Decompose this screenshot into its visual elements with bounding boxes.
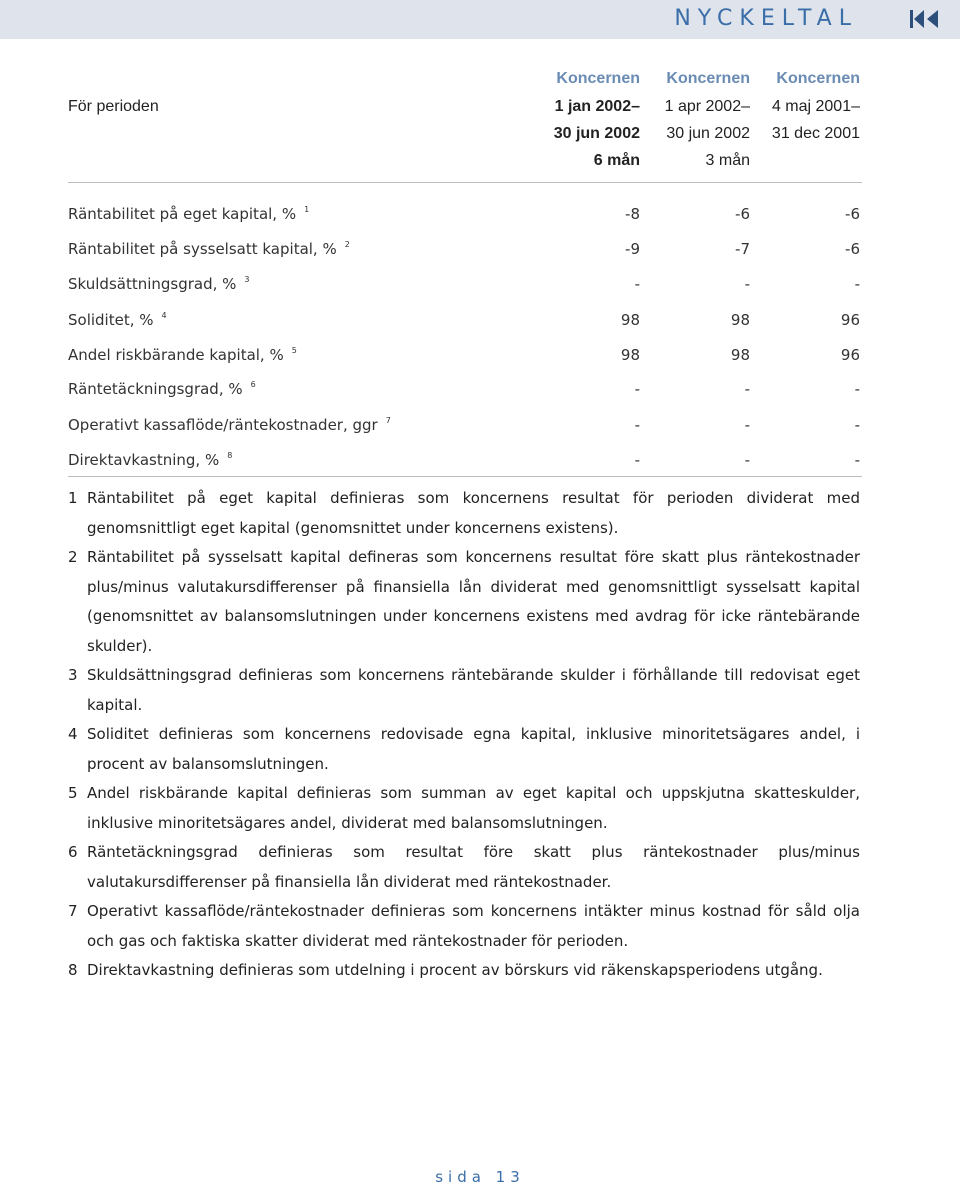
table-row xyxy=(68,275,862,299)
footnote-text: Operativt kassaflöde/räntekostnader definieras som koncernens intäkter minus kostnad för såld olja och gas och faktiska skatter dividerat med räntekostnader för perioden. xyxy=(87,902,860,950)
period-label: För perioden xyxy=(68,98,159,115)
footnote-number: 1 xyxy=(68,489,78,507)
row-label: Operativt kassaflöde/räntekostnader, ggr $^7$ xyxy=(68,416,391,434)
column-2-length: 3 mån xyxy=(705,152,750,169)
column-group-2: Koncernen xyxy=(666,70,750,87)
row-value-col3: - xyxy=(854,275,860,293)
table-row xyxy=(68,346,862,370)
row-label: Direktavkastning, % $^8$ xyxy=(68,451,233,469)
row-value-col2: - xyxy=(744,380,750,398)
nav-arrows xyxy=(910,9,938,29)
table-row xyxy=(68,240,862,264)
row-label: Räntabilitet på sysselsatt kapital, % $^2$ xyxy=(68,240,350,258)
table-row xyxy=(68,416,862,440)
table-row xyxy=(68,380,862,404)
column-1-length: 6 mån xyxy=(593,152,640,169)
column-1-start: 1 jan 2002– xyxy=(554,98,640,115)
row-value-col1: -8 xyxy=(625,205,640,223)
row-label: Andel riskbärande kapital, % $^5$ xyxy=(68,346,297,364)
footnote-number: 3 xyxy=(68,666,78,684)
column-3-start: 4 maj 2001– xyxy=(771,98,860,115)
previous-page-icon[interactable] xyxy=(926,9,938,29)
footnote-text: Soliditet definieras som koncernens redovisade egna kapital, inklusive minoritetsägares andel, i procent av balansomslutningen. xyxy=(87,725,860,773)
footnote-text: Andel riskbärande kapital definieras som summan av eget kapital och uppskjutna skatteskulder, inklusive minoritetsägares andel, dividerat med balansomslutningen. xyxy=(87,784,860,832)
footnote-text: Räntetäckningsgrad definieras som resultat före skatt plus räntekostnader plus/minus valutakursdifferenser på finansiella lån dividerat med räntekostnader. xyxy=(87,843,860,891)
page-title: NYCKELTAL xyxy=(674,6,858,31)
column-1-end: 30 jun 2002 xyxy=(553,125,640,142)
footnote xyxy=(68,543,860,661)
row-value-col2: 98 xyxy=(730,346,750,364)
row-value-col2: - xyxy=(744,275,750,293)
row-value-col3: - xyxy=(854,416,860,434)
footnote-text: Direktavkastning definieras som utdelning i procent av börskurs vid räkenskapsperiodens utgång. xyxy=(87,961,823,979)
footnote xyxy=(68,661,860,720)
row-value-col3: 96 xyxy=(840,346,860,364)
column-2-end: 30 jun 2002 xyxy=(666,125,750,142)
column-group-1: Koncernen xyxy=(556,70,640,87)
footnote xyxy=(68,779,860,838)
footnote xyxy=(68,720,860,779)
row-value-col2: - xyxy=(744,451,750,469)
row-value-col2: -7 xyxy=(735,240,750,258)
footnotes xyxy=(68,484,860,986)
row-label: Soliditet, % $^4$ xyxy=(68,311,167,329)
footnote-number: 5 xyxy=(68,784,78,802)
footnote xyxy=(68,484,860,543)
footnote-text: Skuldsättningsgrad definieras som koncernens räntebärande skulder i förhållande till redovisat eget kapital. xyxy=(87,666,860,714)
footnote-number: 7 xyxy=(68,902,78,920)
row-value-col1: 98 xyxy=(620,311,640,329)
row-value-col1: 98 xyxy=(620,346,640,364)
row-label: Räntabilitet på eget kapital, % $^1$ xyxy=(68,205,310,223)
footnote-number: 6 xyxy=(68,843,78,861)
row-value-col1: - xyxy=(634,451,640,469)
column-2-start: 1 apr 2002– xyxy=(664,98,750,115)
row-value-col2: 98 xyxy=(730,311,750,329)
footnote-number: 4 xyxy=(68,725,78,743)
row-value-col1: - xyxy=(634,275,640,293)
row-label: Räntetäckningsgrad, % $^6$ xyxy=(68,380,256,398)
page-number: sida 13 xyxy=(435,1168,525,1186)
footnote xyxy=(68,838,860,897)
table-row xyxy=(68,311,862,335)
row-label: Skuldsättningsgrad, % $^3$ xyxy=(68,275,250,293)
table-bottom-divider xyxy=(68,476,862,477)
table-row xyxy=(68,205,862,229)
footnote-number: 2 xyxy=(68,548,78,566)
row-value-col3: -6 xyxy=(845,240,860,258)
row-value-col3: - xyxy=(854,451,860,469)
footnote xyxy=(68,956,860,986)
footnote-text: Räntabilitet på sysselsatt kapital defineras som koncernens resultat före skatt plus räntekostnader plus/minus valutakursdifferenser på finansiella lån dividerat med genomsnittligt sysselsatt kapital (genomsnittet av balansomslutningen under koncernens existens med avdrag för icke räntebärande skulder). xyxy=(87,548,860,655)
first-page-icon[interactable] xyxy=(910,9,924,29)
footnote xyxy=(68,897,860,956)
row-value-col1: -9 xyxy=(625,240,640,258)
row-value-col2: -6 xyxy=(735,205,750,223)
row-value-col3: 96 xyxy=(840,311,860,329)
footnote-text: Räntabilitet på eget kapital definieras som koncernens resultat för perioden dividerat med genomsnittligt eget kapital (genomsnittet under koncernens existens). xyxy=(87,489,860,537)
header-divider xyxy=(68,182,862,183)
row-value-col1: - xyxy=(634,380,640,398)
row-value-col3: -6 xyxy=(845,205,860,223)
column-3-end: 31 dec 2001 xyxy=(771,125,860,142)
column-group-3: Koncernen xyxy=(776,70,860,87)
row-value-col1: - xyxy=(634,416,640,434)
row-value-col2: - xyxy=(744,416,750,434)
row-value-col3: - xyxy=(854,380,860,398)
table-row xyxy=(68,451,862,475)
footnote-number: 8 xyxy=(68,961,78,979)
